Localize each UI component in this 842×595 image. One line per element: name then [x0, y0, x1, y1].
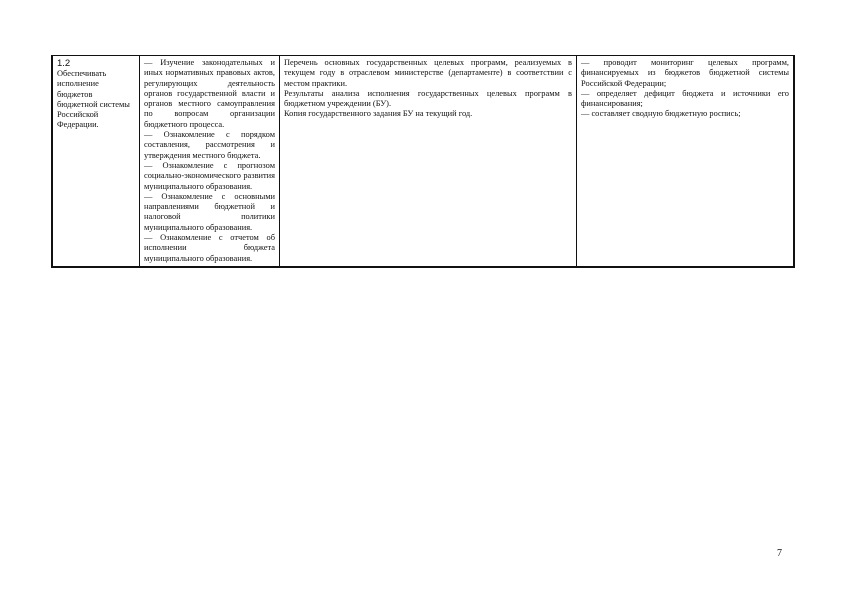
document-item: Перечень основных государственных целевых программ, реализуемых в текущем году в отраслевом министерстве (департаменте) в соответствии с местом практики. — [284, 58, 572, 88]
task-item: — Ознакомление с отчетом об исполнении бюджета муниципального образования. — [144, 233, 275, 263]
skill-item: — проводит мониторинг целевых программ, финансируемых из бюджетов бюджетной системы Российской Федерации; — [581, 58, 789, 88]
competence-title: Обеспечивать исполнение бюджетов бюджетной системы Российской Федерации. — [57, 69, 130, 130]
task-item: — Изучение законодательных и иных нормативных правовых актов, регулирующих деятельность органов государственной власти и органов местного самоуправления по вопросам организации бюджетного процесса. — [144, 58, 275, 129]
skill-item: — составляет сводную бюджетную роспись; — [581, 109, 741, 119]
table-row — [52, 56, 794, 267]
skill-item: — определяет дефицит бюджета и источники его финансирования; — [581, 88, 789, 109]
skills-cell — [577, 56, 795, 267]
practice-plan-table — [51, 55, 795, 268]
document-item: Результаты анализа исполнения государственных целевых программ в бюджетном учреждении (БУ). — [284, 88, 572, 109]
tasks-cell — [140, 56, 280, 267]
task-item: — Ознакомление с порядком составления, рассмотрения и утверждения местного бюджета. — [144, 130, 275, 160]
documents-cell — [280, 56, 577, 267]
task-item: — Ознакомление с основными направлениями бюджетной и налоговой политики муниципального образования. — [144, 191, 275, 232]
page-number: 7 — [777, 548, 782, 559]
task-item: — Ознакомление с прогнозом социально-экономического развития муниципального образования. — [144, 160, 275, 191]
competence-number: 1.2 — [57, 58, 71, 69]
competence-cell — [52, 56, 140, 267]
document-item: Копия государственного задания БУ на текущий год. — [284, 109, 473, 119]
